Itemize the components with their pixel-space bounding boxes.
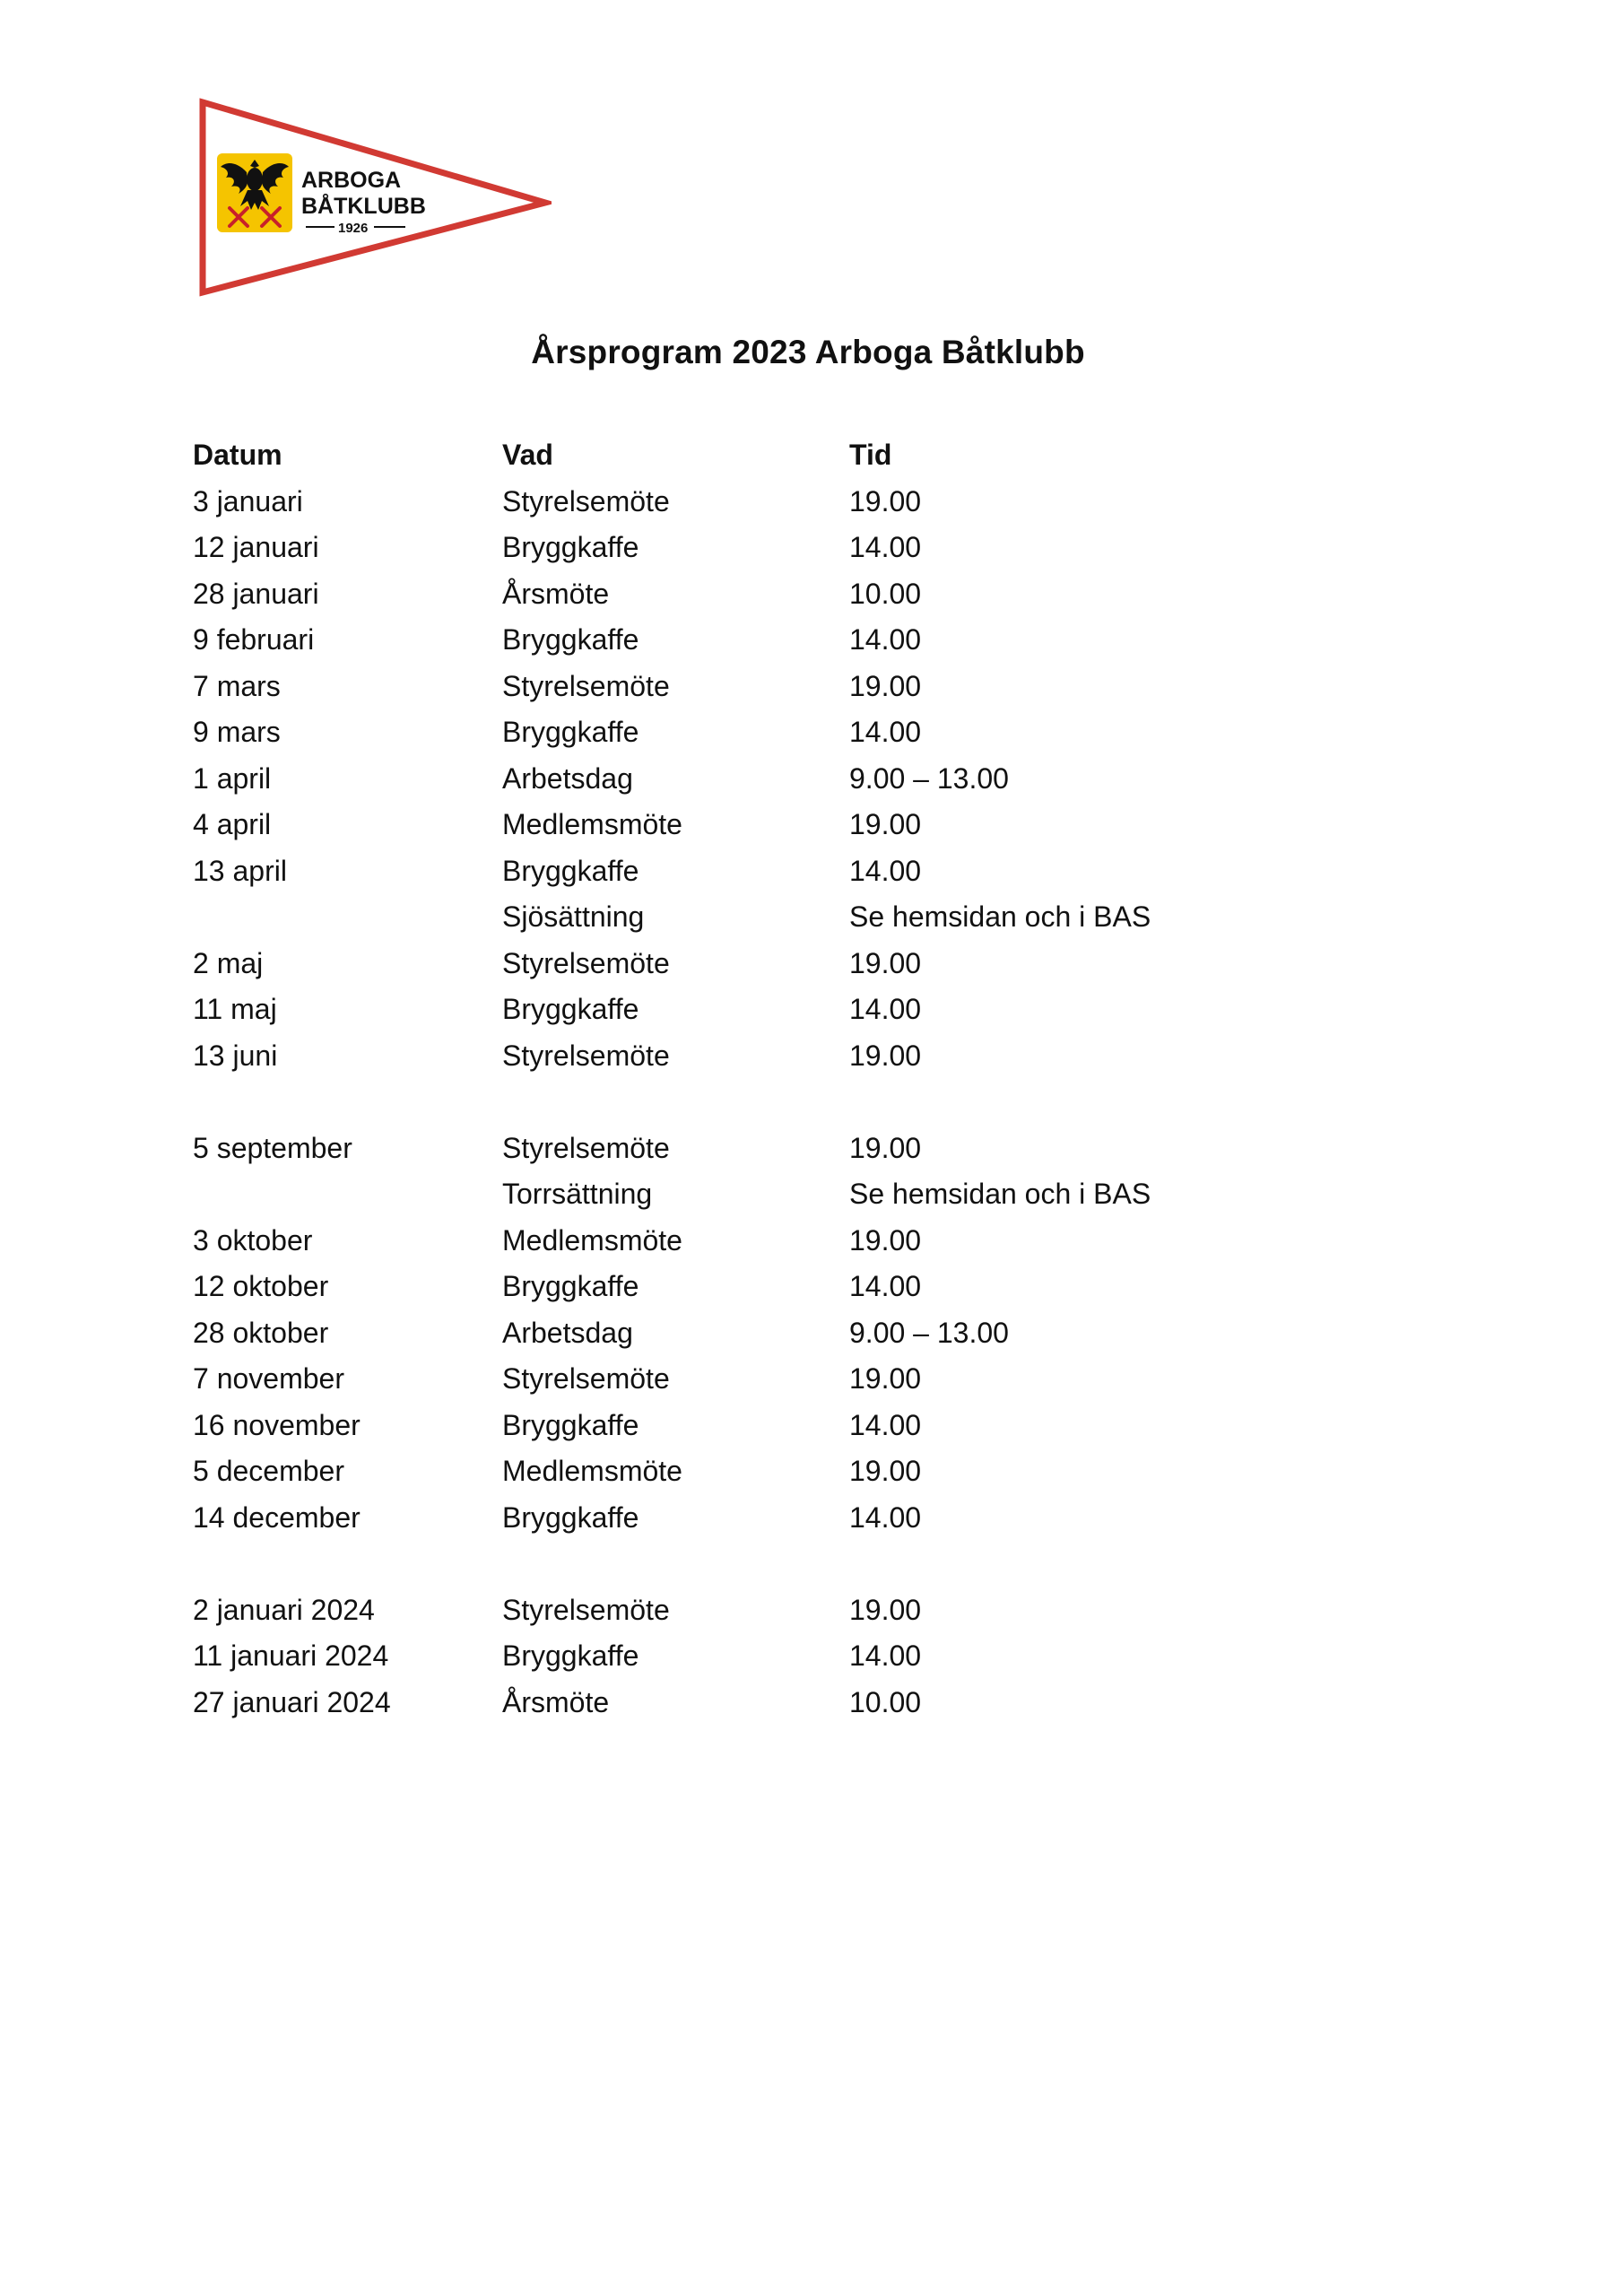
row-event: Styrelsemöte — [502, 669, 670, 702]
row-time: 19.00 — [849, 1131, 922, 1164]
row-time: 19.00 — [849, 1455, 922, 1487]
row-time: 14.00 — [849, 716, 922, 748]
row-time: 10.00 — [849, 1685, 922, 1718]
row-event: Medlemsmöte — [502, 808, 682, 840]
club-logo — [197, 97, 552, 299]
row-time: 14.00 — [849, 854, 922, 887]
row-time: 19.00 — [849, 1593, 922, 1626]
row-date: 12 oktober — [193, 1270, 329, 1302]
row-event: Styrelsemöte — [502, 1593, 670, 1626]
header-what: Vad — [502, 439, 553, 471]
row-event: Styrelsemöte — [502, 946, 670, 979]
row-event: Torrsättning — [502, 1178, 653, 1210]
row-event: Arbetsdag — [502, 761, 633, 795]
row-event: Bryggkaffe — [502, 1408, 639, 1441]
logo-line-2: BÅTKLUBB — [301, 194, 426, 219]
row-time: 19.00 — [849, 1039, 922, 1072]
row-date: 2 januari 2024 — [193, 1593, 375, 1626]
row-date: 3 januari — [193, 484, 303, 517]
row-event: Bryggkaffe — [502, 1500, 639, 1534]
row-date: 4 april — [193, 808, 272, 840]
row-date: 5 september — [193, 1131, 352, 1164]
row-date: 11 maj — [193, 993, 277, 1025]
row-event: Medlemsmöte — [502, 1223, 682, 1257]
logo-line-1: ARBOGA — [301, 168, 402, 193]
row-event: Bryggkaffe — [502, 993, 639, 1025]
row-event: Bryggkaffe — [502, 623, 639, 656]
row-event: Bryggkaffe — [502, 716, 639, 748]
row-time: 9.00 – 13.00 — [849, 761, 1009, 795]
row-event: Styrelsemöte — [502, 484, 670, 517]
row-event: Bryggkaffe — [502, 854, 639, 887]
row-event: Arbetsdag — [502, 1316, 633, 1349]
row-time: 14.00 — [849, 1408, 922, 1441]
page-title: Årsprogram 2023 Arboga Båtklubb — [531, 334, 1085, 370]
row-time: 10.00 — [849, 577, 922, 610]
row-date: 12 januari — [193, 531, 319, 563]
row-time: 14.00 — [849, 1500, 922, 1534]
row-event: Årsmöte — [502, 577, 610, 610]
row-date: 14 december — [193, 1500, 361, 1534]
row-date: 1 april — [193, 761, 272, 795]
row-event: Årsmöte — [502, 1685, 610, 1718]
row-date: 11 januari 2024 — [193, 1639, 389, 1672]
row-event: Bryggkaffe — [502, 1639, 639, 1672]
row-date: 16 november — [193, 1408, 361, 1441]
row-event: Styrelsemöte — [502, 1362, 670, 1395]
row-time: 19.00 — [849, 669, 922, 702]
row-event: Styrelsemöte — [502, 1131, 670, 1164]
row-date: 5 december — [193, 1455, 344, 1487]
row-time: 14.00 — [849, 1639, 922, 1672]
row-date: 7 november — [193, 1362, 344, 1395]
row-date: 27 januari 2024 — [193, 1685, 391, 1718]
row-time: 9.00 – 13.00 — [849, 1316, 1009, 1349]
row-date: 28 oktober — [193, 1316, 329, 1349]
row-time: 19.00 — [849, 1223, 922, 1257]
row-time: 14.00 — [849, 623, 922, 656]
row-date: 13 april — [193, 854, 287, 887]
row-date: 2 maj — [193, 946, 264, 979]
row-event: Styrelsemöte — [502, 1039, 670, 1072]
header-time: Tid — [849, 439, 892, 471]
row-date: 9 mars — [193, 716, 281, 748]
header-date: Datum — [193, 439, 282, 471]
row-time: 14.00 — [849, 531, 922, 563]
row-date: 28 januari — [193, 577, 319, 610]
row-date: 9 februari — [193, 623, 315, 656]
row-date: 7 mars — [193, 669, 281, 702]
row-event: Bryggkaffe — [502, 531, 639, 563]
row-date: 3 oktober — [193, 1223, 313, 1257]
row-event: Bryggkaffe — [502, 1270, 639, 1302]
row-time: Se hemsidan och i BAS — [849, 1178, 1151, 1210]
row-time: Se hemsidan och i BAS — [849, 900, 1151, 933]
row-event: Medlemsmöte — [502, 1455, 682, 1487]
row-time: 14.00 — [849, 993, 922, 1025]
row-event: Sjösättning — [502, 900, 645, 933]
logo-year: 1926 — [338, 221, 369, 236]
row-time: 19.00 — [849, 1362, 922, 1395]
row-time: 14.00 — [849, 1270, 922, 1302]
row-time: 19.00 — [849, 946, 922, 979]
row-date: 13 juni — [193, 1039, 278, 1072]
row-time: 19.00 — [849, 808, 922, 840]
row-time: 19.00 — [849, 484, 922, 517]
